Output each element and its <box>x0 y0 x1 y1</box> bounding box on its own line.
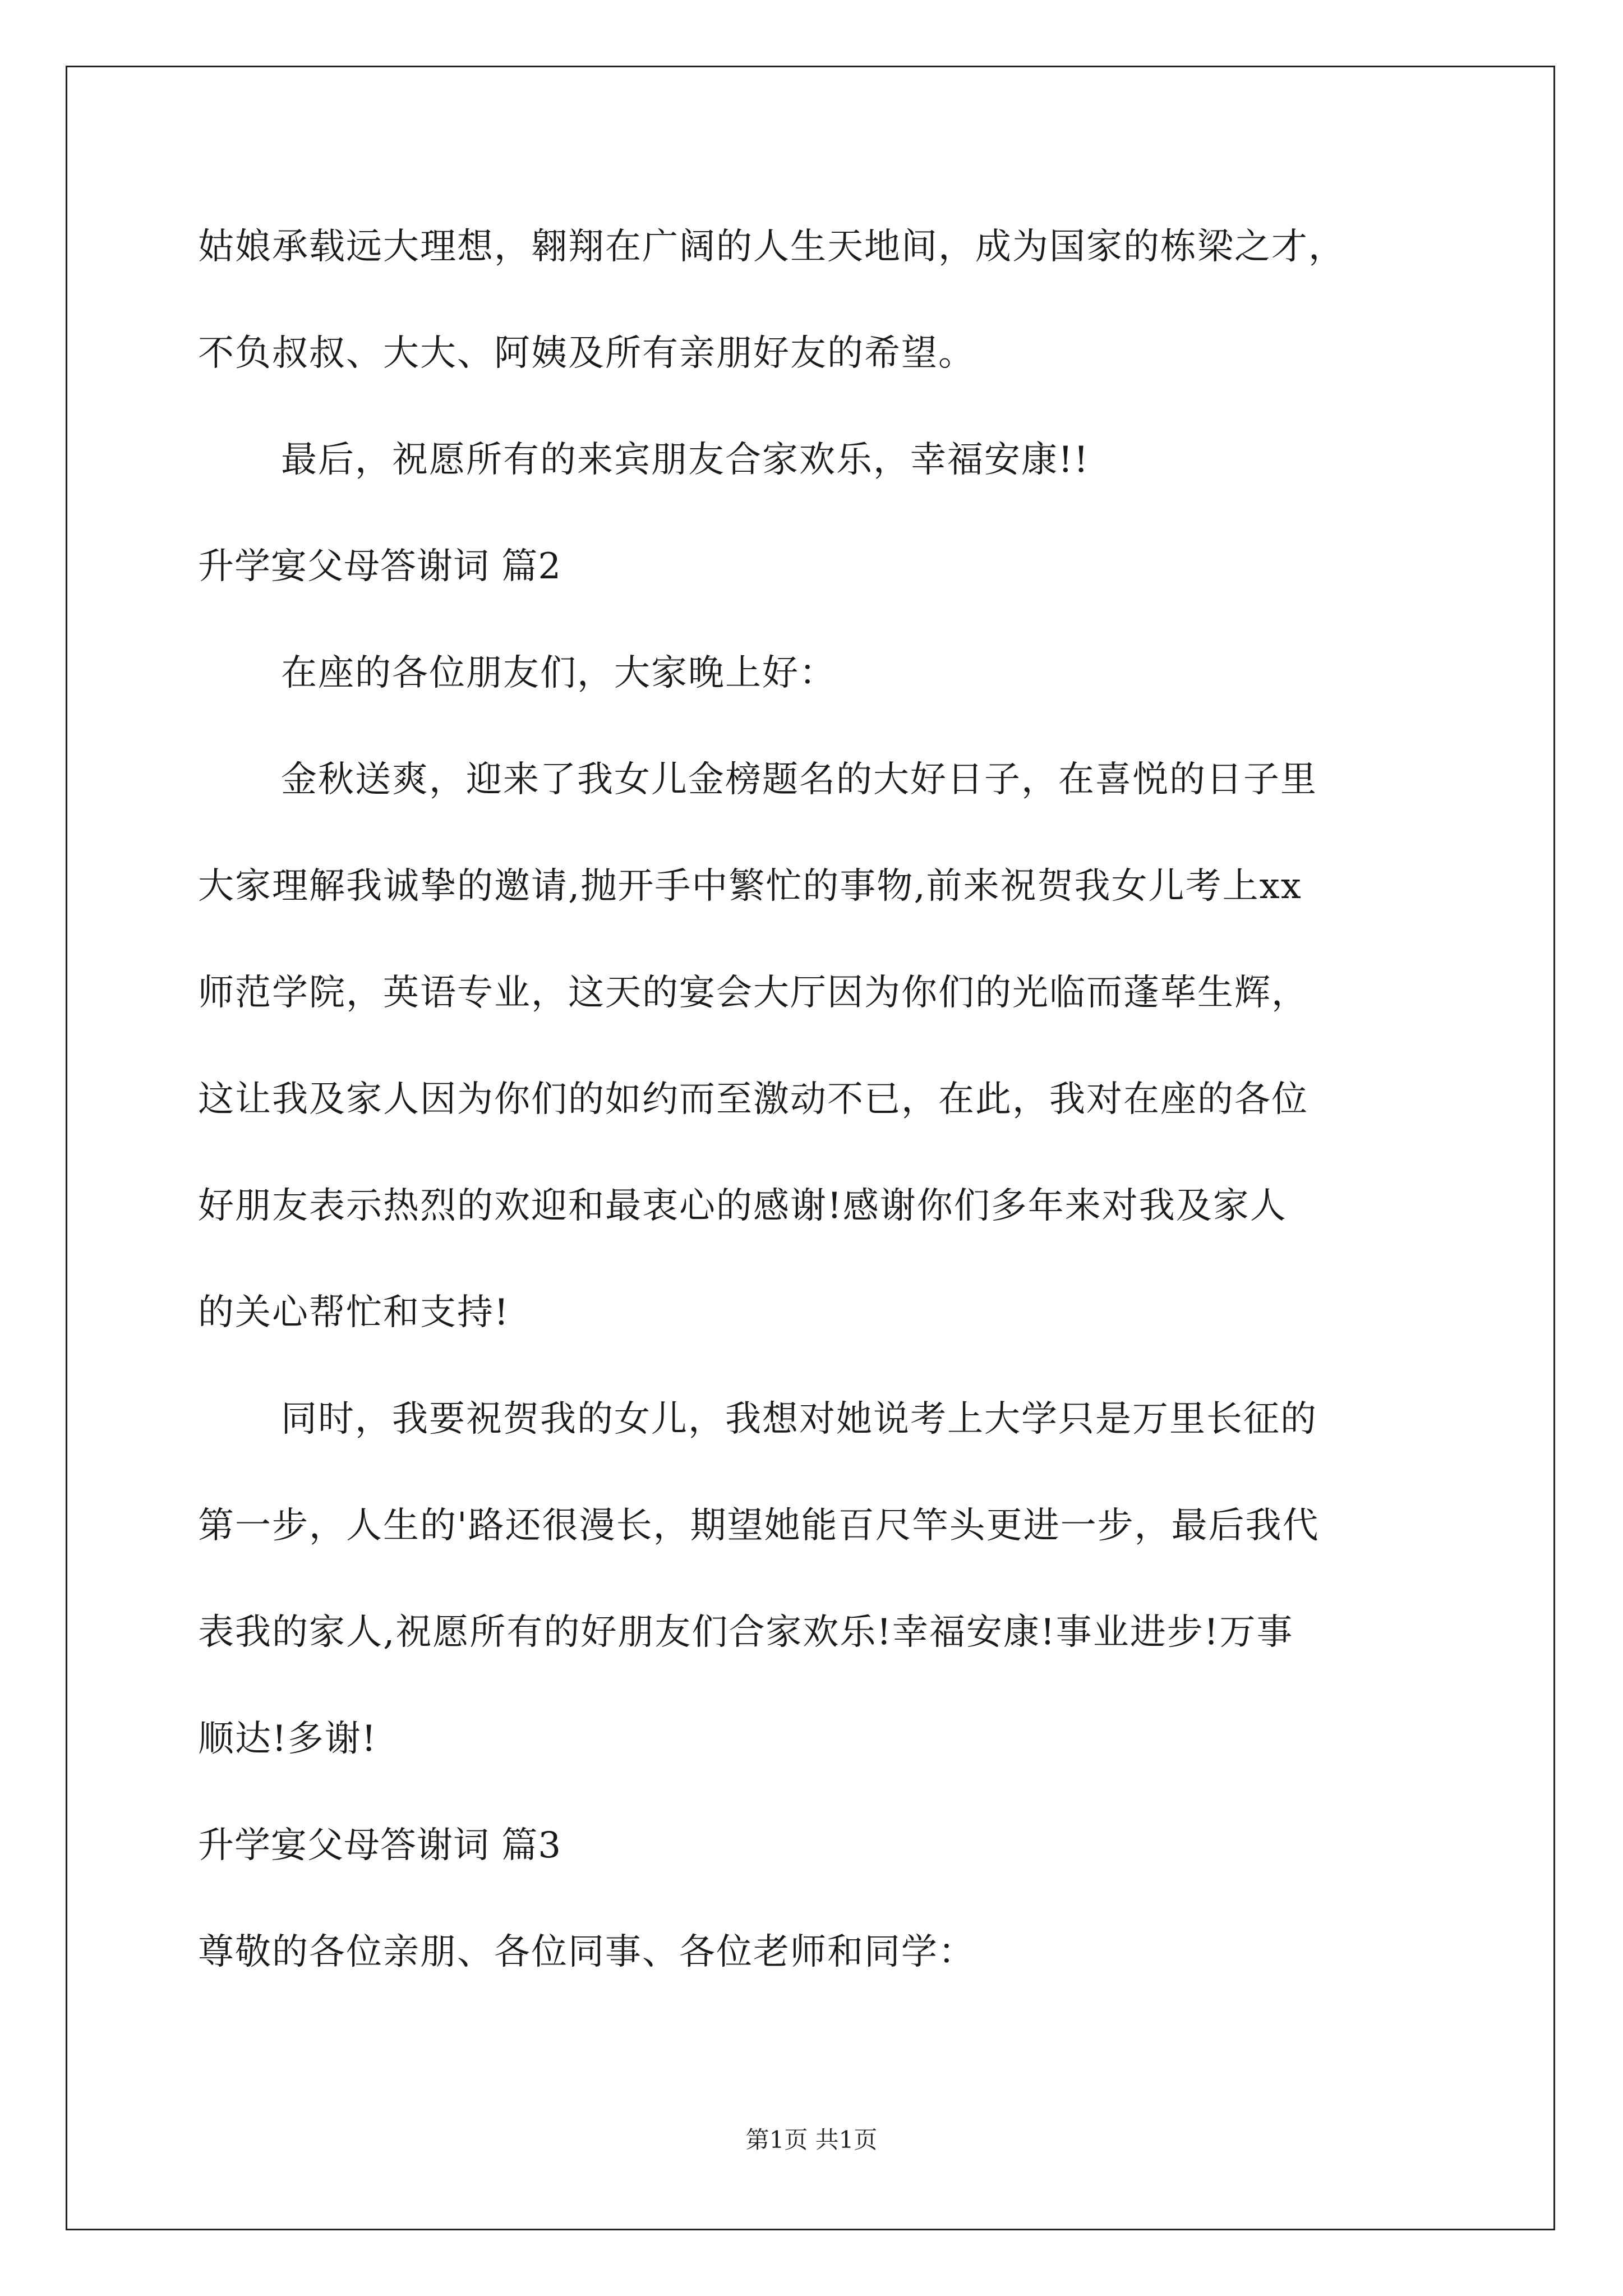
body-line: 姑娘承载远大理想，翱翔在广阔的人生天地间，成为国家的栋梁之才， <box>198 226 1345 268</box>
section-heading: 升学宴父母答谢词 篇2 <box>198 546 562 587</box>
body-line: 第一步，人生的'路还很漫长，期望她能百尺竿头更进一步，最后我代 <box>198 1505 1320 1547</box>
document-body <box>198 194 1449 2005</box>
body-line: 表我的家人,祝愿所有的好朋友们合家欢乐!幸福安康!事业进步!万事 <box>198 1612 1294 1653</box>
body-line: 顺达!多谢! <box>198 1718 377 1760</box>
body-line: 大家理解我诚挚的邀请,抛开手中繁忙的事物,前来祝贺我女儿考上xx <box>198 866 1302 907</box>
body-line: 在座的各位朋友们，大家晚上好： <box>281 652 836 694</box>
body-line: 同时，我要祝贺我的女儿，我想对她说考上大学只是万里长征的 <box>281 1398 1317 1440</box>
body-line: 最后，祝愿所有的来宾朋友合家欢乐，幸福安康!! <box>281 439 1090 481</box>
body-line: 的关心帮忙和支持! <box>198 1292 510 1333</box>
body-line: 好朋友表示热烈的欢迎和最衷心的感谢!感谢你们多年来对我及家人 <box>198 1185 1287 1227</box>
body-line: 师范学院，英语专业，这天的宴会大厅因为你们的光临而蓬荜生辉， <box>198 972 1308 1014</box>
body-line: 不负叔叔、大大、阿姨及所有亲朋好友的希望。 <box>198 333 975 374</box>
section-heading: 升学宴父母答谢词 篇3 <box>198 1825 562 1866</box>
body-line: 尊敬的各位亲朋、各位同事、各位老师和同学： <box>198 1931 975 1973</box>
body-line: 金秋送爽，迎来了我女儿金榜题名的大好日子，在喜悦的日子里 <box>281 759 1317 800</box>
page-number-footer: 第1页 共1页 <box>745 2126 878 2154</box>
body-line: 这让我及家人因为你们的如约而至激动不已，在此，我对在座的各位 <box>198 1079 1308 1120</box>
